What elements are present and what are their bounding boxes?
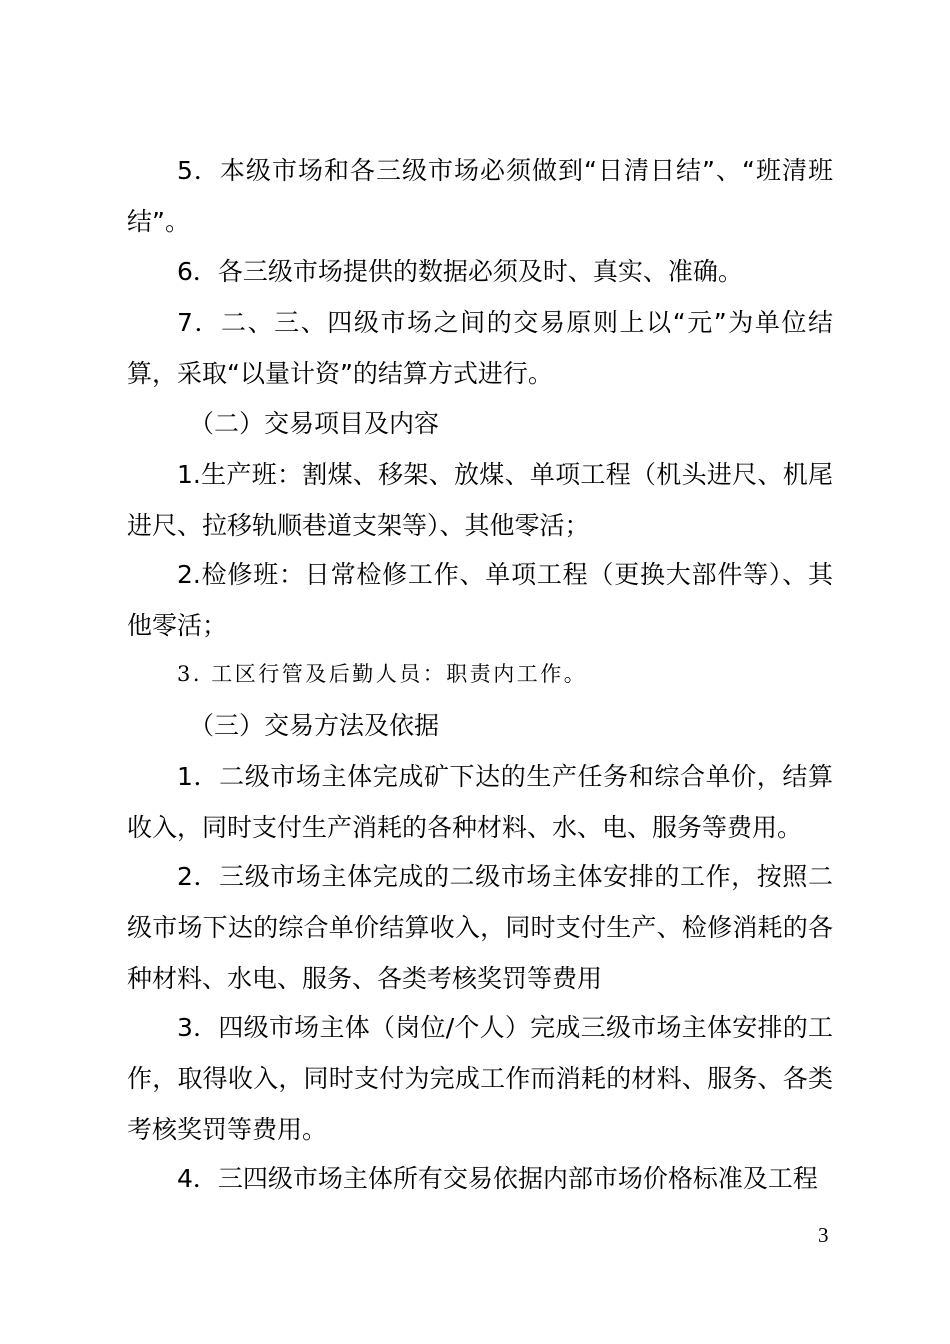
paragraph-item-6: 6．各三级市场提供的数据必须及时、真实、准确。 — [177, 257, 743, 286]
paragraph-production-shift: 1.生产班：割煤、移架、放煤、单项工程（机头进尺、机尾进尺、拉移轨顺巷道支架等）、其他零活； — [127, 460, 833, 540]
paragraph-maintenance-shift: 2.检修班：日常检修工作、单项工程（更换大部件等）、其他零活； — [127, 560, 833, 640]
section-heading-3: （三）交易方法及依据 — [189, 711, 440, 740]
paragraph-method-4: 4．三四级市场主体所有交易依据内部市场价格标准及工程 — [177, 1164, 818, 1193]
paragraph-method-3: 3．四级市场主体（岗位/个人）完成三级市场主体安排的工作，取得收入，同时支付为完成工作而消耗的材料、服务、各类考核奖罚等费用。 — [127, 1013, 833, 1144]
page-number: 3 — [818, 1223, 829, 1247]
paragraph-method-2: 2．三级市场主体完成的二级市场主体安排的工作，按照二级市场下达的综合单价结算收入，同时支付生产、检修消耗的各种材料、水电、服务、各类考核奖罚等费用 — [127, 862, 833, 993]
paragraph-admin-staff: 3. 工区行管及后勤人员：职责内工作。 — [177, 662, 588, 686]
section-heading-2: （二）交易项目及内容 — [189, 409, 440, 438]
paragraph-method-1: 1．二级市场主体完成矿下达的生产任务和综合单价，结算收入，同时支付生产消耗的各种材料、水、电、服务等费用。 — [127, 762, 833, 842]
paragraph-item-7: 7．二、三、四级市场之间的交易原则上以“元”为单位结算，采取“以量计资”的结算方式进行。 — [127, 308, 833, 388]
paragraph-item-5: 5．本级市场和各三级市场必须做到“日清日结”、“班清班结”。 — [127, 156, 833, 236]
